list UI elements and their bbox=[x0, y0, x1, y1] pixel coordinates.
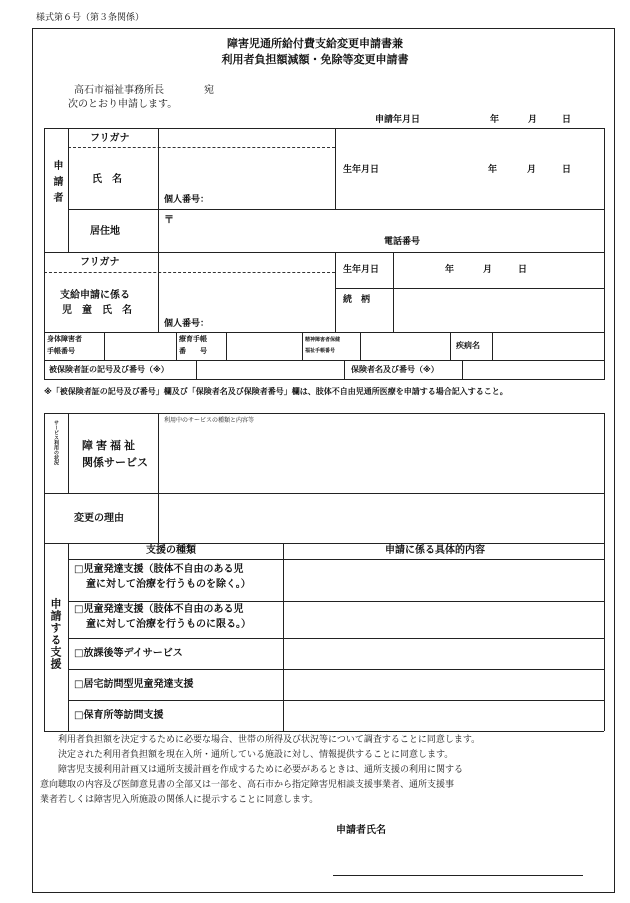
services-in-use-field[interactable] bbox=[160, 428, 600, 490]
welfare-services-label-2: 関係サービス bbox=[82, 456, 148, 469]
application-date-month: 月 bbox=[528, 115, 538, 125]
service-status-side-label: サービス利用の状況 bbox=[53, 420, 59, 465]
consent-line-4: 意向聴取の内容及び医師意見書の全部又は一部を、高石市から指定障害児相談支援事業者、通所支援事 bbox=[40, 780, 455, 790]
child-my-number-label: 個人番号： bbox=[164, 319, 210, 329]
child-furigana-label: フリガナ bbox=[80, 257, 120, 268]
consent-line-3: 障害児支援利用計画又は通所支援計画を作成するために必要があるときは、通所支援の利用に関する bbox=[58, 765, 464, 775]
physical-handbook-label-2: 手帳番号 bbox=[47, 347, 75, 355]
support-detail-field-3[interactable] bbox=[286, 640, 602, 667]
relation-label: 続 柄 bbox=[343, 295, 371, 305]
insured-card-field[interactable] bbox=[198, 362, 342, 378]
physical-handbook-field[interactable] bbox=[106, 334, 174, 358]
form-number: 様式第６号（第３条関係） bbox=[36, 13, 145, 23]
disease-label: 疾病名 bbox=[456, 341, 480, 350]
relation-field[interactable] bbox=[396, 291, 601, 329]
child-name-field[interactable] bbox=[160, 274, 334, 314]
mental-handbook-label-2: 福祉手帳番号 bbox=[305, 348, 336, 354]
application-date-label: 申請年月日 bbox=[375, 115, 421, 125]
support-item-1-line2: 童に対して治療を行うものを除く。） bbox=[86, 579, 251, 590]
application-date-day: 日 bbox=[562, 115, 572, 125]
form-title-line2: 利用者負担額減額・免除等変更申請書 bbox=[221, 53, 409, 66]
applicant-address-field[interactable] bbox=[178, 212, 598, 234]
applicant-name-field[interactable] bbox=[160, 149, 334, 193]
services-in-use-note: 利用中のサービスの種類と内容等 bbox=[164, 417, 255, 424]
disease-field[interactable] bbox=[494, 334, 602, 358]
insurer-field[interactable] bbox=[464, 362, 602, 378]
support-detail-field-5[interactable] bbox=[286, 702, 602, 729]
support-item-5[interactable]: □保育所等訪問支援 bbox=[74, 710, 164, 721]
signature-field[interactable] bbox=[336, 846, 582, 872]
postal-mark: 〒 bbox=[164, 215, 174, 226]
support-item-2-line1[interactable]: □児童発達支援（肢体不自由のある児 bbox=[74, 604, 244, 615]
addressee-suffix: 宛 bbox=[204, 85, 214, 96]
phone-label: 電話番号 bbox=[384, 237, 421, 247]
rehab-handbook-label-2: 番 号 bbox=[179, 347, 207, 355]
applicant-dob-day: 日 bbox=[562, 165, 572, 175]
support-item-2-line2: 童に対して治療を行うものに限る。） bbox=[86, 619, 251, 630]
application-date-year: 年 bbox=[490, 115, 500, 125]
consent-line-5: 業者若しくは障害児入所施設の関係人に提示することに同意します。 bbox=[40, 795, 319, 805]
physical-handbook-label-1: 身体障害者 bbox=[47, 335, 82, 343]
change-reason-label: 変更の理由 bbox=[74, 513, 124, 524]
support-item-3[interactable]: □放課後等デイサービス bbox=[74, 648, 183, 659]
child-dob-label: 生年月日 bbox=[343, 265, 380, 275]
applicant-furigana-label: フリガナ bbox=[90, 133, 130, 144]
applicant-section-label: 申請者 bbox=[51, 160, 62, 208]
child-dob-month: 月 bbox=[483, 265, 493, 275]
addressee: 高石市福祉事務所長 bbox=[74, 85, 164, 96]
support-item-4[interactable]: □居宅訪問型児童発達支援 bbox=[74, 679, 194, 690]
request-line: 次のとおり申請します。 bbox=[68, 99, 178, 110]
child-name-label-line2: 児 童 氏 名 bbox=[62, 305, 132, 316]
insurance-note: ※「被保険者証の記号及び番号」欄及び「保険者名及び保険者番号」欄は、肢体不自由児通所医療を申請する場合記入すること。 bbox=[44, 387, 508, 396]
rehab-handbook-label-1: 療育手帳 bbox=[179, 335, 207, 343]
support-detail-field-1[interactable] bbox=[286, 562, 602, 599]
applicant-dob-year: 年 bbox=[488, 165, 498, 175]
support-type-header: 支援の種類 bbox=[146, 545, 196, 556]
mental-handbook-field[interactable] bbox=[362, 334, 448, 358]
child-dob-day: 日 bbox=[518, 265, 528, 275]
support-item-1-line1[interactable]: □児童発達支援（肢体不自由のある児 bbox=[74, 564, 244, 575]
support-side-label: 申請する支援 bbox=[49, 598, 62, 670]
mental-handbook-label-1: 精神障害者保健 bbox=[305, 337, 341, 343]
child-name-label-line1: 支給申請に係る bbox=[60, 290, 130, 301]
form-title-line1: 障害児通所給付費支給変更申請書兼 bbox=[227, 37, 403, 50]
support-detail-field-4[interactable] bbox=[286, 671, 602, 698]
applicant-name-label: 氏 名 bbox=[92, 174, 122, 185]
welfare-services-label-1: 障害福祉 bbox=[82, 439, 138, 452]
signature-label: 申請者氏名 bbox=[336, 825, 386, 836]
consent-line-1: 利用者負担額を決定するために必要な場合、世帯の所得及び状況等について調査することに同意します。 bbox=[58, 735, 481, 745]
consent-line-2: 決定された利用者負担額を現在入所・通所している施設に対し、情報提供することに同意します。 bbox=[58, 750, 454, 760]
signature-line bbox=[333, 875, 583, 876]
insurer-label: 保険者名及び番号（※） bbox=[351, 365, 439, 374]
applicant-address-label: 居住地 bbox=[90, 226, 120, 237]
support-detail-header: 申請に係る具体的内容 bbox=[385, 545, 485, 556]
applicant-my-number-label: 個人番号： bbox=[164, 195, 210, 205]
insured-card-label: 被保険者証の記号及び番号（※） bbox=[49, 365, 169, 374]
support-detail-field-2[interactable] bbox=[286, 603, 602, 636]
rehab-handbook-field[interactable] bbox=[228, 334, 300, 358]
change-reason-field[interactable] bbox=[160, 496, 600, 540]
applicant-dob-month: 月 bbox=[527, 165, 537, 175]
applicant-dob-label: 生年月日 bbox=[343, 165, 380, 175]
child-dob-year: 年 bbox=[445, 265, 455, 275]
